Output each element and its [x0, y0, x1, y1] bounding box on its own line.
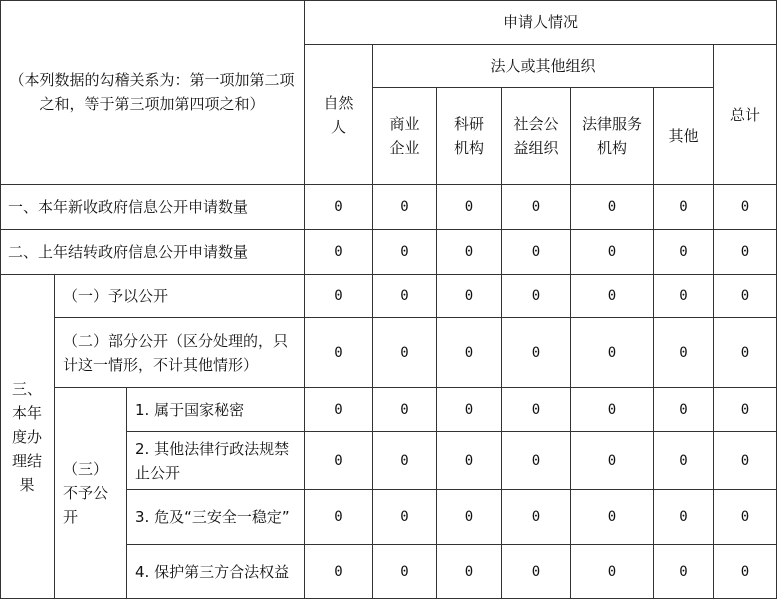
value-cell: 0	[714, 490, 777, 545]
legal-person-group-header: 法人或其他组织	[373, 45, 714, 88]
row-label-state-secret: 1. 属于国家秘密	[127, 388, 305, 432]
value-cell: 0	[654, 432, 714, 490]
value-cell: 0	[373, 388, 437, 432]
value-cell: 0	[654, 318, 714, 388]
value-cell: 0	[654, 490, 714, 545]
row-label-three-security: 3. 危及“三安全一稳定”	[127, 490, 305, 545]
value-cell: 0	[502, 388, 571, 432]
value-cell: 0	[571, 388, 654, 432]
business-enterprise-header: 商业企业	[373, 88, 437, 185]
value-cell: 0	[502, 545, 571, 599]
value-cell: 0	[714, 230, 777, 275]
value-cell: 0	[714, 388, 777, 432]
value-cell: 0	[437, 490, 502, 545]
value-cell: 0	[373, 490, 437, 545]
value-cell: 0	[502, 275, 571, 318]
value-cell: 0	[571, 275, 654, 318]
value-cell: 0	[571, 318, 654, 388]
row-label-law-prohibited: 2. 其他法律行政法规禁止公开	[127, 432, 305, 490]
value-cell: 0	[437, 388, 502, 432]
row-label-third-party: 4. 保护第三方合法权益	[127, 545, 305, 599]
value-cell: 0	[305, 185, 373, 230]
value-cell: 0	[502, 230, 571, 275]
value-cell: 0	[305, 318, 373, 388]
value-cell: 0	[305, 432, 373, 490]
value-cell: 0	[305, 230, 373, 275]
value-cell: 0	[437, 275, 502, 318]
row-label-carried-over: 二、上年结转政府信息公开申请数量	[0, 230, 305, 275]
results-section-label: 三、本年度办理结果	[0, 275, 55, 599]
value-cell: 0	[654, 185, 714, 230]
other-header: 其他	[654, 88, 714, 185]
value-cell: 0	[714, 275, 777, 318]
value-cell: 0	[437, 185, 502, 230]
applicant-situation-header: 申请人情况	[305, 0, 777, 45]
row-label-disclose: （一）予以公开	[55, 275, 305, 318]
value-cell: 0	[437, 432, 502, 490]
value-cell: 0	[373, 318, 437, 388]
value-cell: 0	[305, 490, 373, 545]
value-cell: 0	[714, 545, 777, 599]
value-cell: 0	[437, 545, 502, 599]
value-cell: 0	[714, 185, 777, 230]
value-cell: 0	[654, 545, 714, 599]
total-header: 总计	[714, 45, 777, 185]
not-disclose-label: （三）不予公开	[55, 388, 127, 599]
value-cell: 0	[437, 230, 502, 275]
natural-person-header: 自然人	[305, 45, 373, 185]
value-cell: 0	[373, 545, 437, 599]
legal-service-org-header: 法律服务机构	[571, 88, 654, 185]
value-cell: 0	[305, 275, 373, 318]
value-cell: 0	[654, 275, 714, 318]
research-institution-header: 科研机构	[437, 88, 502, 185]
value-cell: 0	[502, 432, 571, 490]
value-cell: 0	[373, 230, 437, 275]
value-cell: 0	[502, 318, 571, 388]
value-cell: 0	[502, 185, 571, 230]
value-cell: 0	[437, 318, 502, 388]
value-cell: 0	[654, 388, 714, 432]
value-cell: 0	[571, 545, 654, 599]
value-cell: 0	[654, 230, 714, 275]
value-cell: 0	[305, 388, 373, 432]
value-cell: 0	[373, 275, 437, 318]
row-label-new-requests: 一、本年新收政府信息公开申请数量	[0, 185, 305, 230]
value-cell: 0	[571, 185, 654, 230]
value-cell: 0	[571, 230, 654, 275]
value-cell: 0	[373, 432, 437, 490]
value-cell: 0	[373, 185, 437, 230]
header-note: （本列数据的勾稽关系为：第一项加第二项之和，等于第三项加第四项之和）	[0, 0, 305, 185]
value-cell: 0	[571, 490, 654, 545]
row-label-partial: （二）部分公开（区分处理的，只计这一情形，不计其他情形）	[55, 318, 305, 388]
public-welfare-org-header: 社会公益组织	[502, 88, 571, 185]
value-cell: 0	[305, 545, 373, 599]
value-cell: 0	[502, 490, 571, 545]
value-cell: 0	[714, 432, 777, 490]
value-cell: 0	[714, 318, 777, 388]
value-cell: 0	[571, 432, 654, 490]
